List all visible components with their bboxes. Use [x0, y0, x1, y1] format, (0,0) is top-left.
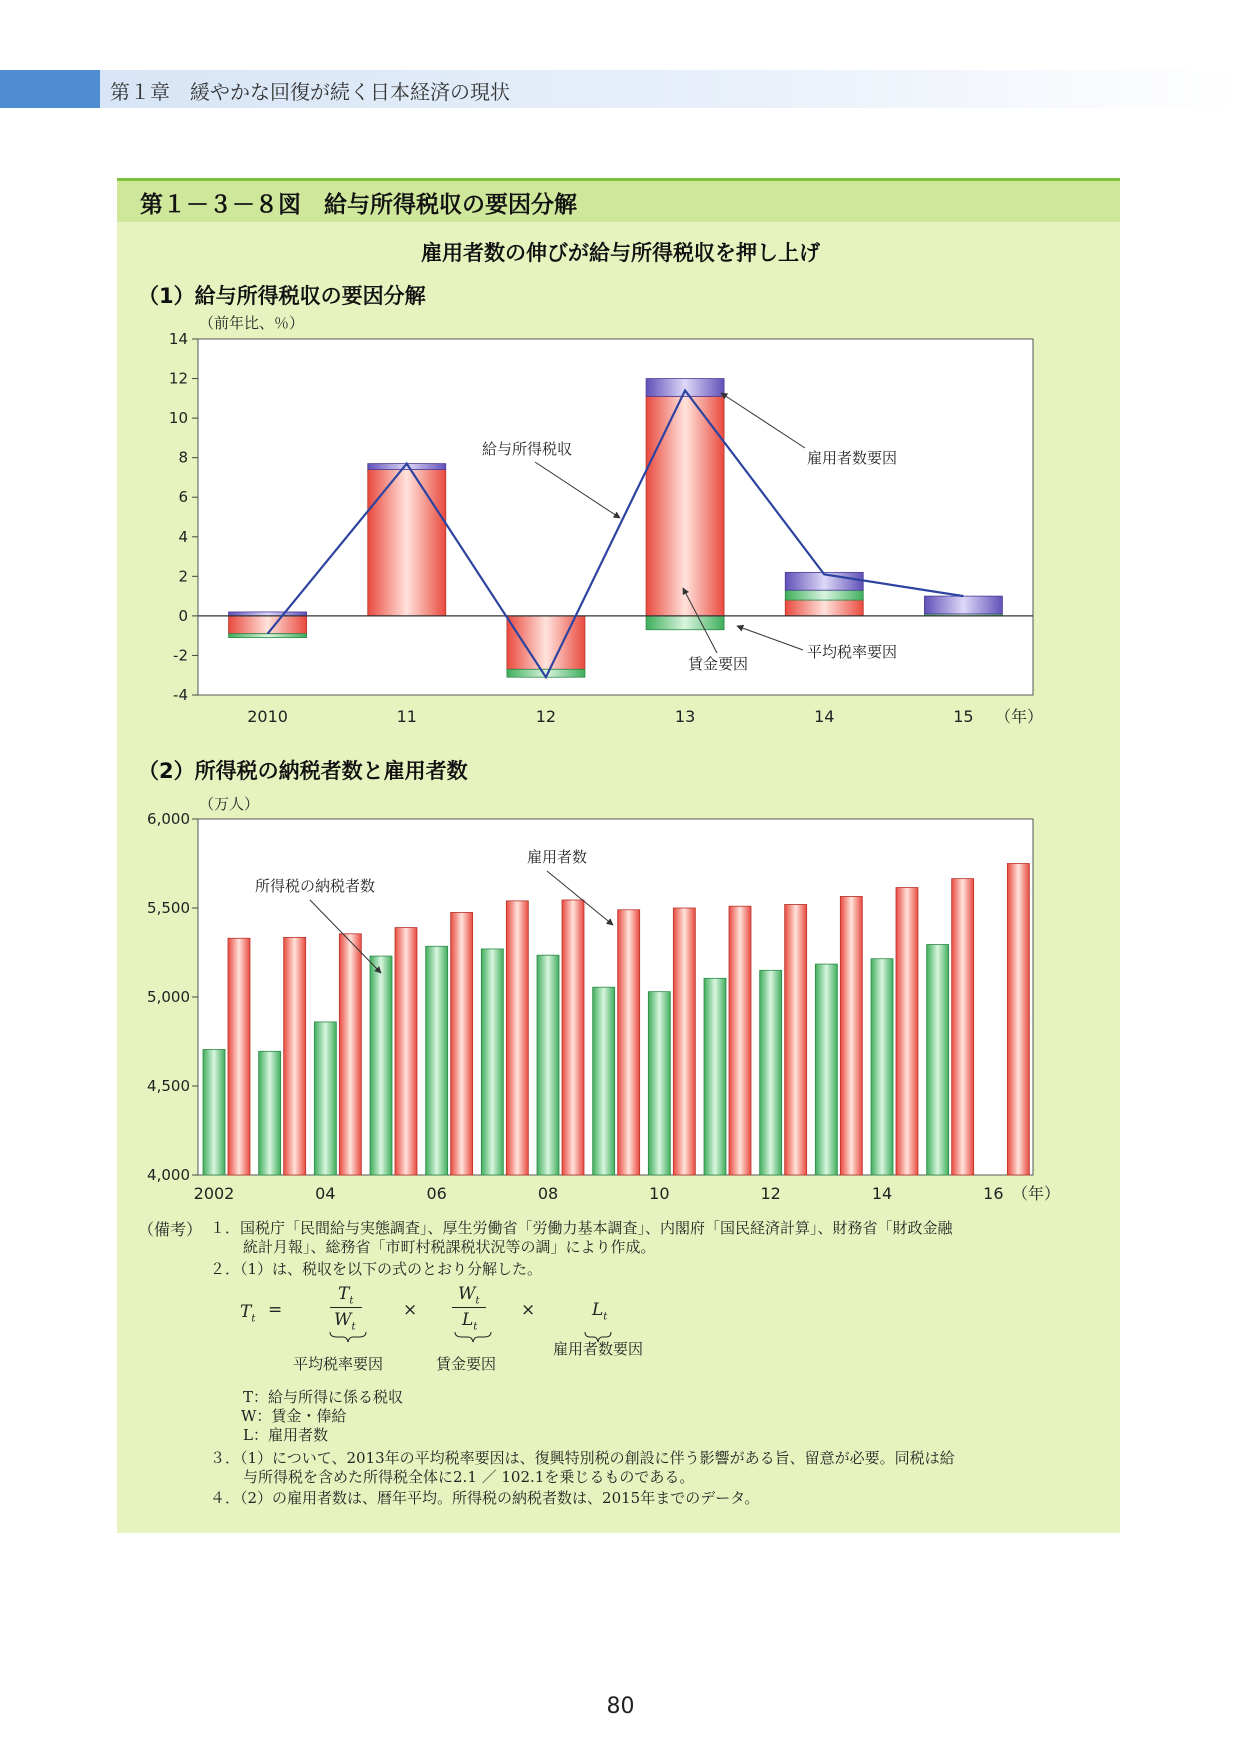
formula-equals: = [268, 1300, 283, 1320]
chart1-ylabel: （前年比、％） [199, 314, 305, 332]
chart1-ytick-label: -2 [173, 646, 188, 665]
formula-denominator-2: $L_t$ [462, 1310, 478, 1333]
chart2-bar-taxpayers [593, 987, 615, 1175]
chapter-title: 第１章 緩やかな回復が続く日本経済の現状 [110, 80, 510, 104]
notes-label: （備考） [138, 1220, 203, 1239]
chart1-ytick-label: 14 [168, 330, 188, 348]
chart2-ytick-label: 5,500 [147, 899, 190, 917]
chart1-svg [117, 300, 1120, 740]
brace-1 [330, 1332, 366, 1342]
chart2-bar-employees [952, 879, 974, 1175]
formula-times-1: × [403, 1300, 418, 1320]
chart2-bar-taxpayers [648, 992, 670, 1175]
chart2-bar-employees [506, 901, 528, 1175]
formula-label-wage: 賃金要因 [436, 1355, 497, 1373]
chart2-xtick-label: 06 [426, 1184, 447, 1203]
chart2-bar-employees [896, 888, 918, 1175]
annotation-wage: 賃金要因 [688, 655, 749, 673]
chart2-bar-employees [451, 912, 473, 1175]
chart1-xtick-label: 15 [953, 707, 974, 726]
annotation-avg-rate: 平均税率要因 [807, 643, 898, 661]
chart2-bar-employees [562, 900, 584, 1175]
chart2-ytick-label: 4,500 [147, 1077, 190, 1095]
figure-title: 第１－３－８図 給与所得税収の要因分解 [140, 192, 577, 218]
formula-numerator-2: $W_t$ [458, 1284, 480, 1307]
note-3b: 与所得税を含めた所得税全体に2.1 ／ 102.1を乗じるものである。 [243, 1468, 695, 1486]
chart2-bar-employees [228, 938, 250, 1175]
chart2-ylabel: （万人） [199, 795, 260, 813]
chart1-bar-wage [507, 616, 585, 669]
chart2-bar-employees [618, 910, 640, 1175]
chart2-bar-taxpayers [537, 955, 559, 1175]
page-number: 80 [606, 1694, 635, 1719]
formula-times-2: × [521, 1300, 536, 1320]
chart2-bar-taxpayers [927, 944, 949, 1175]
chart1-bar-employment [646, 379, 724, 397]
formula-denominator-1: $W_t$ [334, 1310, 356, 1333]
chart2-bar-taxpayers [203, 1050, 225, 1175]
formula-label-employment: 雇用者数要因 [553, 1340, 644, 1358]
chart1-ytick-label: 4 [178, 527, 188, 546]
note-def-t: T：給与所得に係る税収 [243, 1388, 404, 1406]
chart2-bar-employees [1007, 864, 1029, 1176]
chart2-bar-employees [284, 937, 306, 1175]
chart2-bar-taxpayers [259, 1051, 281, 1175]
chart1-bar-employment [924, 596, 1002, 614]
chart2-bar-employees [673, 908, 695, 1175]
chart1-bar-wage [646, 396, 724, 616]
annotation-total: 給与所得税収 [482, 440, 573, 458]
formula-term-3: $L_t$ [592, 1300, 608, 1323]
chart1-ytick-label: 0 [178, 606, 188, 625]
note-def-w: W：賃金・俸給 [241, 1407, 347, 1425]
chart1-bar-wage [785, 600, 863, 616]
chart1-title: （1）給与所得税収の要因分解 [138, 284, 426, 308]
note-4: ４．（2）の雇用者数は、暦年平均。所得税の納税者数は、2015年までのデータ。 [210, 1489, 760, 1507]
chart1-ytick-label: 10 [168, 409, 188, 428]
chart1-ytick-label: 12 [168, 369, 188, 388]
formula-numerator-1: $T_t$ [338, 1284, 354, 1307]
chart1-xtick-label: 12 [535, 707, 557, 726]
chart2-ytick-label: 4,000 [147, 1166, 190, 1184]
chart1-bar-avg-rate [646, 616, 724, 630]
chart2-bar-taxpayers [314, 1022, 336, 1175]
chart1-bar-avg-rate [785, 590, 863, 600]
note-1a: １．国税庁「民間給与実態調査」、厚生労働省「労働力基本調査」、内閣府「国民経済計算」、財務省「財政金融 [210, 1219, 953, 1237]
chart2-bar-taxpayers [426, 946, 448, 1175]
chart1-ytick-label: -4 [173, 686, 188, 704]
formula-label-avg-rate: 平均税率要因 [293, 1355, 384, 1373]
chart1-xtick-label: 11 [396, 707, 417, 726]
chart2-svg [117, 785, 1120, 1210]
chart1-bar-wage [229, 616, 307, 634]
note-2: ２．（1）は、税収を以下の式のとおり分解した。 [210, 1260, 543, 1278]
brace-2 [455, 1332, 491, 1342]
annotation-employees: 雇用者数 [527, 848, 588, 866]
note-1b: 統計月報」、総務省「市町村税課税状況等の調」により作成。 [243, 1238, 656, 1256]
formula-fraction-bar-1 [330, 1307, 362, 1308]
chart2-bar-employees [840, 896, 862, 1175]
chart2-ytick-label: 6,000 [147, 810, 190, 828]
chart1-xtick-label: 14 [814, 707, 835, 726]
chart1-ytick-label: 6 [178, 488, 188, 507]
figure-subtitle: 雇用者数の伸びが給与所得税収を押し上げ [421, 241, 820, 265]
formula-lhs: $T_t$ [240, 1302, 256, 1325]
chart2-xtick-label: 14 [871, 1184, 893, 1203]
chart1-xtick-label: 13 [674, 707, 696, 726]
chart1-bar-avg-rate [229, 634, 307, 638]
chart1-ytick-label: 2 [178, 567, 188, 586]
chart2-bar-taxpayers [370, 956, 392, 1175]
chapter-header-accent [0, 70, 100, 108]
chart2-bar-taxpayers [871, 959, 893, 1175]
note-3a: ３．（1）について、2013年の平均税率要因は、復興特別税の創設に伴う影響がある旨、留意が必要。同税は給 [210, 1449, 955, 1467]
note-def-l: L：雇用者数 [243, 1426, 328, 1444]
chart2-bar-employees [785, 904, 807, 1175]
chart2-xtick-label: 16 [983, 1184, 1004, 1203]
chart2-title: （2）所得税の納税者数と雇用者数 [138, 759, 468, 783]
chart1-xlabel: （年） [995, 707, 1044, 726]
chart1-ytick-label: 8 [178, 448, 188, 467]
chart2-xtick-label: 04 [315, 1184, 336, 1203]
formula-fraction-bar-2 [452, 1307, 486, 1308]
chart1-plot-area [198, 339, 1033, 695]
chart2-xtick-label: 08 [537, 1184, 559, 1203]
chart2-xtick-label: 10 [649, 1184, 670, 1203]
chart2-bar-employees [395, 928, 417, 1175]
chart2-bar-taxpayers [481, 949, 503, 1175]
chart2-ytick-label: 5,000 [147, 988, 190, 1006]
chart1-xtick-label: 2010 [247, 707, 288, 726]
annotation-taxpayers: 所得税の納税者数 [255, 877, 376, 895]
chart2-bar-taxpayers [760, 970, 782, 1175]
chart2-bar-taxpayers [815, 964, 837, 1175]
chart2-bar-employees [729, 906, 751, 1175]
chart2-xlabel: （年） [1012, 1184, 1061, 1203]
chart1-bar-wage [368, 470, 446, 616]
chart2-xtick-label: 2002 [193, 1184, 235, 1203]
chart2-bar-employees [339, 934, 361, 1175]
chart2-xtick-label: 12 [760, 1184, 781, 1203]
chart2-bar-taxpayers [704, 978, 726, 1175]
annotation-employment: 雇用者数要因 [807, 449, 898, 467]
